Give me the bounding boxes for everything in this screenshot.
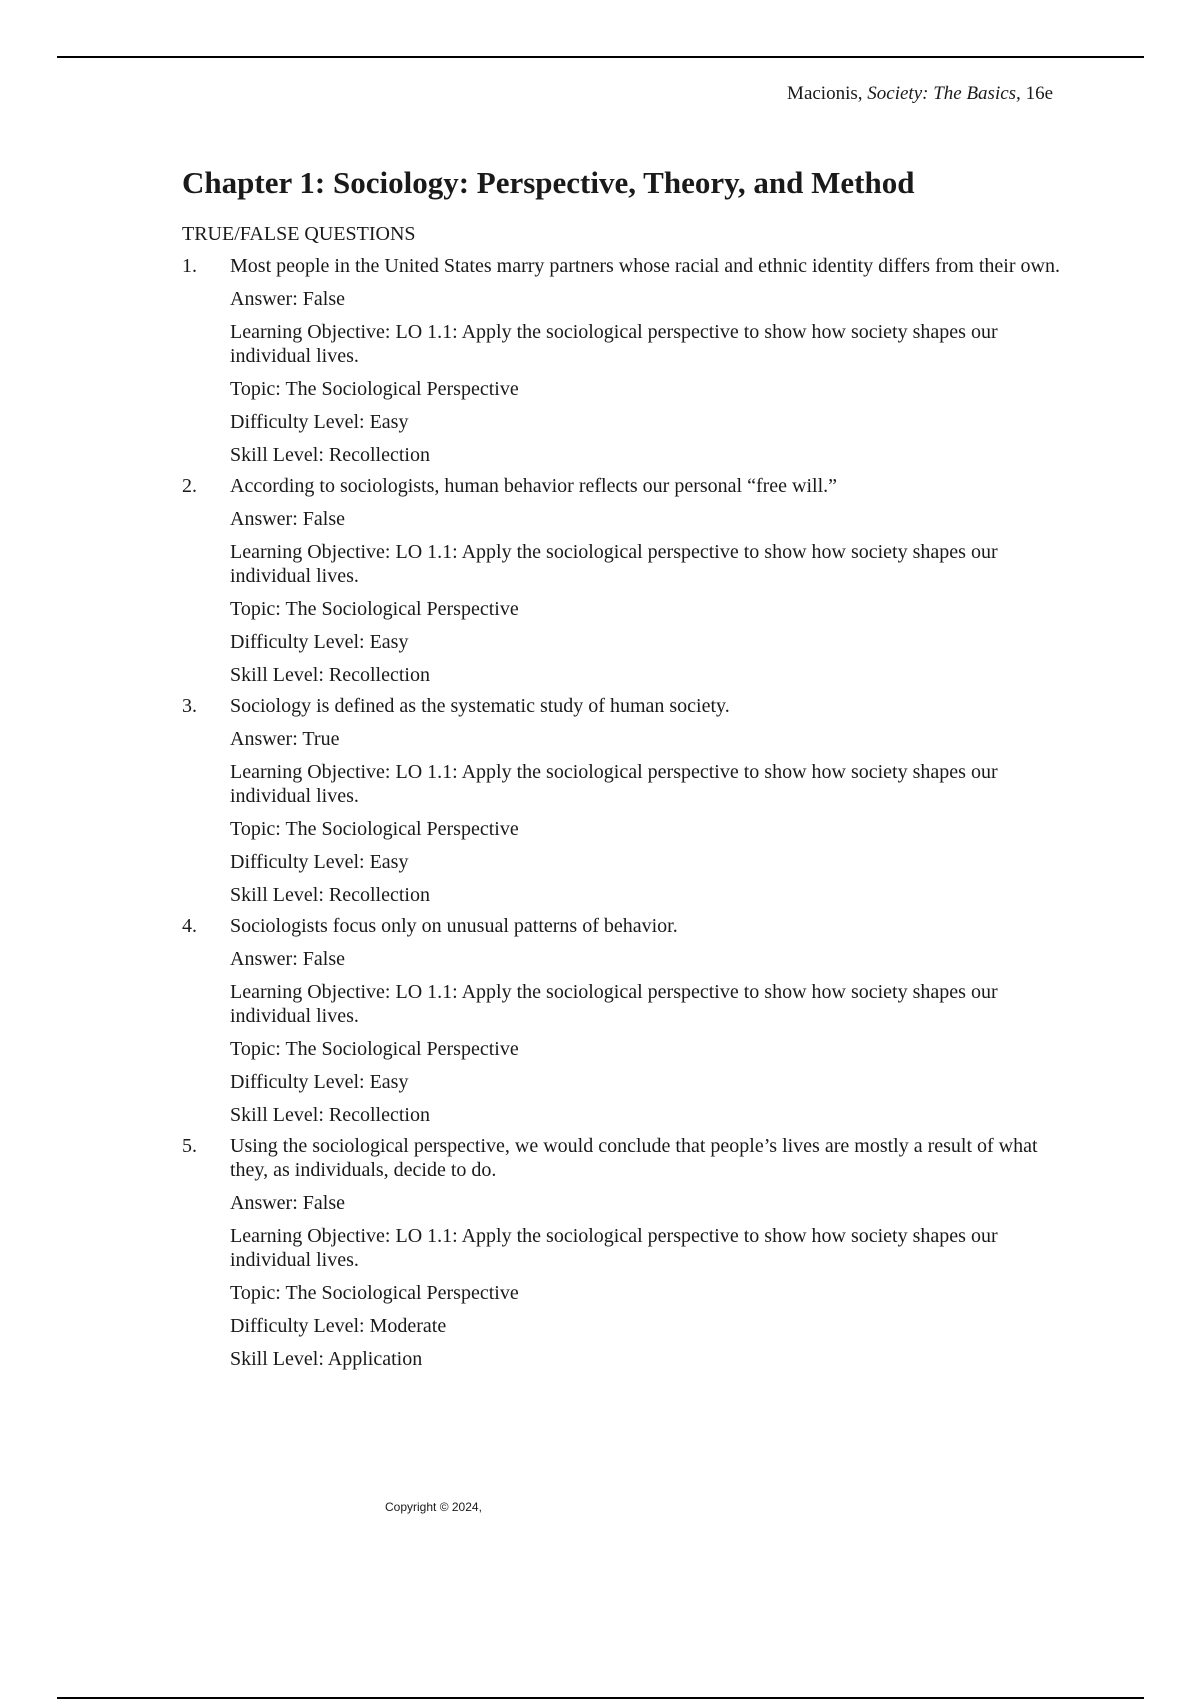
question-learning-objective: Learning Objective: LO 1.1: Apply the sociological perspective to show how society shapes our individual lives. [230,1225,998,1271]
running-head-author: Macionis, [787,83,868,104]
question-difficulty: Difficulty Level: Easy [230,411,409,433]
question-list [182,254,1062,1371]
question-number: 2. [182,475,197,497]
question-answer: Answer: True [230,728,340,750]
question-text: Most people in the United States marry partners whose racial and ethnic identity differs from their own. [230,255,1060,277]
question-answer: Answer: False [230,1192,345,1214]
question-skill: Skill Level: Recollection [230,1104,430,1126]
question-learning-objective: Learning Objective: LO 1.1: Apply the sociological perspective to show how society shapes our individual lives. [230,981,998,1027]
question-answer: Answer: False [230,288,345,310]
question-item [182,694,1062,907]
question-difficulty: Difficulty Level: Moderate [230,1315,447,1337]
question-item [182,474,1062,687]
question-topic: Topic: The Sociological Perspective [230,598,519,620]
question-difficulty: Difficulty Level: Easy [230,631,409,653]
question-item [182,254,1062,467]
question-learning-objective: Learning Objective: LO 1.1: Apply the sociological perspective to show how society shapes our individual lives. [230,321,998,367]
bottom-rule [57,1697,1144,1699]
question-skill: Skill Level: Recollection [230,444,430,466]
copyright-notice: Copyright © 2024, [385,1500,482,1514]
question-difficulty: Difficulty Level: Easy [230,1071,409,1093]
chapter-title: Chapter 1: Sociology: Perspective, Theory, and Method [182,165,915,200]
question-item [182,1134,1062,1371]
question-number: 1. [182,255,197,277]
top-rule [57,56,1144,58]
question-text: Sociologists focus only on unusual patterns of behavior. [230,915,678,937]
page-content [182,164,1062,1371]
question-topic: Topic: The Sociological Perspective [230,818,519,840]
question-topic: Topic: The Sociological Perspective [230,1282,519,1304]
question-number: 3. [182,695,197,717]
question-text: Sociology is defined as the systematic study of human society. [230,695,730,717]
question-number: 5. [182,1135,197,1157]
question-skill: Skill Level: Application [230,1348,423,1370]
question-answer: Answer: False [230,508,345,530]
question-learning-objective: Learning Objective: LO 1.1: Apply the sociological perspective to show how society shapes our individual lives. [230,541,998,587]
question-text: According to sociologists, human behavior reflects our personal “free will.” [230,475,838,497]
question-topic: Topic: The Sociological Perspective [230,378,519,400]
question-number: 4. [182,915,197,937]
running-head-book-title: Society: The Basics, [867,83,1021,104]
question-skill: Skill Level: Recollection [230,884,430,906]
question-text: Using the sociological perspective, we would conclude that people’s lives are mostly a result of what they, as individuals, decide to do. [230,1135,1038,1181]
question-skill: Skill Level: Recollection [230,664,430,686]
running-head-edition: 16e [1020,83,1053,104]
question-topic: Topic: The Sociological Perspective [230,1038,519,1060]
question-learning-objective: Learning Objective: LO 1.1: Apply the sociological perspective to show how society shapes our individual lives. [230,761,998,807]
question-difficulty: Difficulty Level: Easy [230,851,409,873]
running-head [787,83,1053,105]
section-heading: TRUE/FALSE QUESTIONS [182,223,416,245]
question-item [182,914,1062,1127]
question-answer: Answer: False [230,948,345,970]
